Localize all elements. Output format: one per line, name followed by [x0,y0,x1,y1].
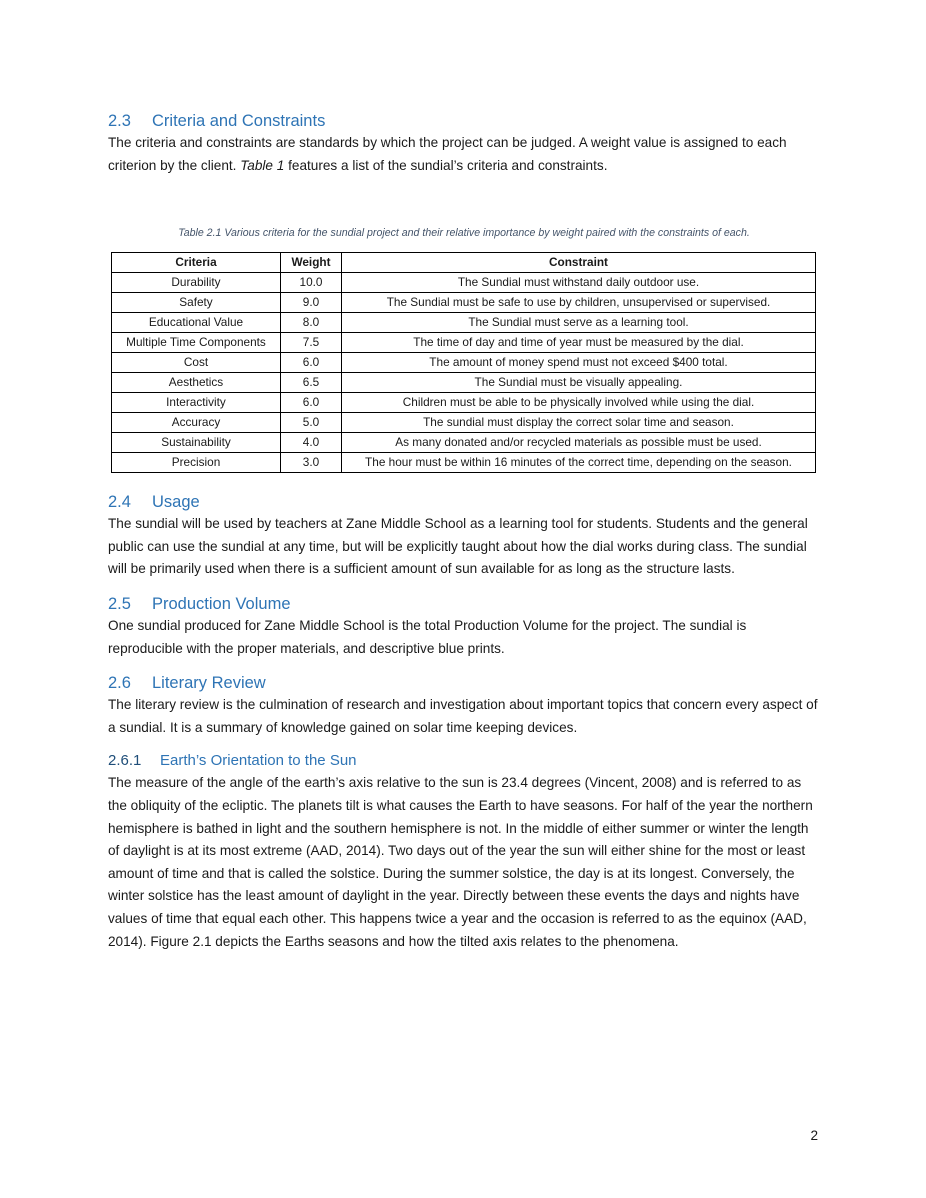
weight-cell: 5.0 [281,413,342,433]
table-row [112,333,816,353]
weight-cell: 7.5 [281,333,342,353]
constraint-cell: The Sundial must serve as a learning tool. [342,313,816,333]
weight-cell: 4.0 [281,433,342,453]
section-2-4-paragraph: The sundial will be used by teachers at Zane Middle School as a learning tool for students. Students and the general public can use the sundial at any time, but will be explicitly taught about how the dial works during class. The sundial will be primarily used when there is a sufficient amount of sun available for as long as the structure lasts. [108,516,808,577]
table-row [112,433,816,453]
section-heading-2-3: 2.3 Criteria and Constraints [108,112,326,130]
weight-cell: 6.0 [281,393,342,413]
section-2-6-1-paragraph: The measure of the angle of the earth’s axis relative to the sun is 23.4 degrees (Vincent, 2008) and is referred to as the obliquity of the ecliptic. The planets tilt is what causes the Earth to have seasons. For half of the year the northern hemisphere is bathed in light and the southern hemisphere is not. In the middle of either summer or winter the length of daylight is at its most extreme (AAD, 2014). Two days out of the year the sun will either shine for the most or least amount of time and that is called the solstice. During the summer solstice, the day is at its longest. Conversely, the winter solstice has the least amount of daylight in the year. Directly between these events the days and nights have values of time that equal each other. This happens twice a year and the occasion is referred to as the equinox (AAD, 2014). Figure 2.1 depicts the Earths seasons and how the tilted axis relates to the phenomena. [108,775,813,949]
criteria-cell: Precision [112,453,281,473]
weight-cell: 10.0 [281,273,342,293]
weight-cell: 6.5 [281,373,342,393]
section-2-5-paragraph: One sundial produced for Zane Middle School is the total Production Volume for the project. The sundial is reproducible with the proper materials, and descriptive blue prints. [108,617,747,656]
constraint-cell: The Sundial must be safe to use by children, unsupervised or supervised. [342,293,816,313]
section-heading-2-6: 2.6 Literary Review [108,674,266,693]
section-heading-2-5: 2.5 Production Volume [108,594,291,613]
table-row [112,353,816,373]
constraint-cell: Children must be able to be physically involved while using the dial. [342,393,816,413]
table-row [112,313,816,333]
constraint-cell: The Sundial must withstand daily outdoor use. [342,273,816,293]
criteria-table [111,252,816,473]
section-2-3-paragraph: The criteria and constraints are standards by which the project can be judged. A weight value is assigned to each criterion by the client. Table 1 features a list of the sundial’s criteria and constraints. [108,135,787,173]
constraint-cell: The hour must be within 16 minutes of the correct time, depending on the season. [342,453,816,473]
table-row [112,393,816,413]
constraint-cell: The Sundial must be visually appealing. [342,373,816,393]
criteria-cell: Accuracy [112,413,281,433]
table-header-row [112,253,816,273]
constraint-cell: The amount of money spend must not exceed $400 total. [342,353,816,373]
table-row [112,373,816,393]
criteria-cell: Educational Value [112,313,281,333]
header-criteria: Criteria [112,253,281,273]
table-row [112,453,816,473]
criteria-cell: Sustainability [112,433,281,453]
page-number: 2 [810,1128,818,1143]
criteria-cell: Cost [112,353,281,373]
constraint-cell: The time of day and time of year must be measured by the dial. [342,333,816,353]
section-heading-2-6-1: 2.6.1 Earth’s Orientation to the Sun [108,752,357,770]
criteria-cell: Multiple Time Components [112,333,281,353]
header-weight: Weight [281,253,342,273]
table-row [112,273,816,293]
criteria-cell: Safety [112,293,281,313]
weight-cell: 8.0 [281,313,342,333]
constraint-cell: The sundial must display the correct solar time and season. [342,413,816,433]
weight-cell: 6.0 [281,353,342,373]
table-row [112,293,816,313]
document-page [108,110,820,953]
constraint-cell: As many donated and/or recycled materials as possible must be used. [342,433,816,453]
weight-cell: 9.0 [281,293,342,313]
table-caption: Table 2.1 Various criteria for the sundial project and their relative importance by weight paired with the constraints of each. [178,227,750,240]
table-row [112,413,816,433]
criteria-cell: Aesthetics [112,373,281,393]
criteria-cell: Durability [112,273,281,293]
section-2-6-paragraph: The literary review is the culmination of research and investigation about important topics that concern every aspect of a sundial. It is a summary of knowledge gained on solar time keeping devices. [108,697,818,735]
section-heading-2-4: 2.4 Usage [108,493,200,512]
weight-cell: 3.0 [281,453,342,473]
header-constraint: Constraint [342,253,816,273]
criteria-cell: Interactivity [112,393,281,413]
